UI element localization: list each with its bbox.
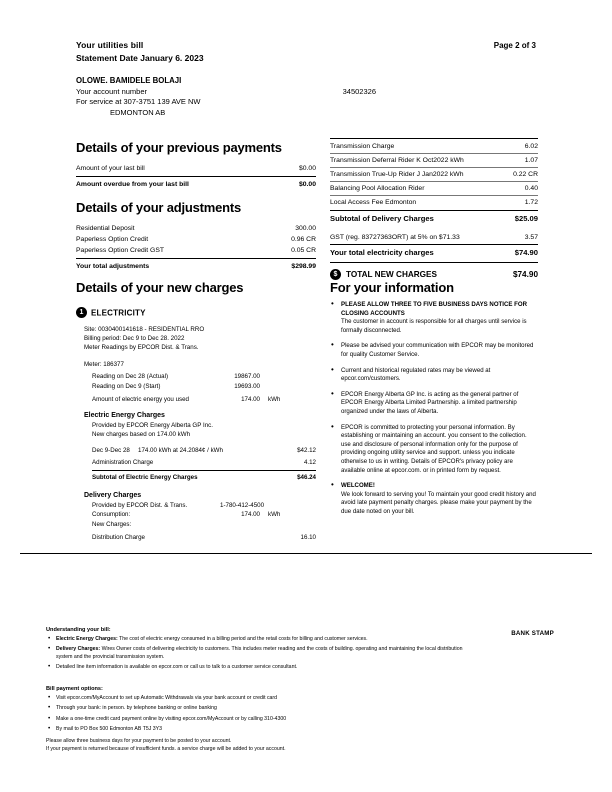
account-number-label: Your account number [76,86,148,96]
list-item [46,664,476,671]
item-body: EPCOR Energy Alberta GP Inc. is acting as the general partner of EPCOR Energy Alberta Limited Partnership. a limited partnership organized under the laws of Alberta. [341,390,519,415]
item-body: The customer in account is responsible for all charges until service is formally disconnected. [341,318,527,334]
footer-notes [46,738,476,753]
electricity-header [76,304,316,322]
divider [20,553,592,554]
row-label: Balancing Pool Allocation Rider [330,185,425,192]
list-item [46,695,476,702]
item-body: Make a one-time credit card payment online by visiting epcor.com/MyAccount or by calling 310-4300 [56,715,287,722]
row-label: Transmission True-Up Rider J Jan2022 kWh [330,171,464,178]
list-item [46,726,476,733]
list-item [330,424,538,476]
new-charges-section [76,280,316,542]
item-body: Wires Owner costs of delivering electricity to customers. This includes meter reading and the costs of building. operating and maintaining the local distribution system and the provincial transmission system. [56,646,463,660]
row-label: Amount overdue from your last bill [76,181,189,188]
list-item [46,636,476,643]
service-address: For service at 307-3751 139 AVE NW [76,97,201,106]
row-value: $42.12 [297,446,316,454]
table-row [92,533,316,543]
row-value: 19693.00 [234,382,260,390]
electricity-total-row [330,246,538,259]
table-row [76,245,316,256]
row-label: Dec 9-Dec 28 [92,446,130,454]
row-value: 0.96 CR [291,236,316,243]
information-heading: For your information [330,280,454,295]
meter-number: Meter: 186377 [84,361,124,368]
item-body: Please be advised your communication with EPCOR may be monitored for quality Customer Service. [341,342,534,358]
item-title: • WELCOME! [341,482,375,490]
table-row [330,197,538,208]
note-line: Please allow three business days for your payment to be posted to your account. [46,738,232,744]
row-value: 6.02 [524,143,538,150]
energy-provider: Provided by EPCOR Energy Alberta GP Inc. [92,421,213,429]
row-label: TOTAL NEW CHARGES [346,270,437,279]
row-value: 0.05 CR [291,247,316,254]
item-body: The cost of electric energy consumed in a billing period and the retail costs for billing and customer services. [117,636,368,642]
row-unit: kWh [268,396,281,403]
marker-icon: 1 [76,307,87,318]
row-label: Your total electricity charges [330,248,434,257]
row-value: 16.10 [300,533,316,541]
list-item [330,482,538,516]
item-body: EPCOR is committed to protecting your personal information. By establishing or maintaining an account. you consent to the collection. use and disclosure of personal information only for the purpose of providing ongoing utility service and support. unless you indicate otherwise to us in writing. Details of EPCOR's privacy policy are available online at epcor.com. or in printed form by request. [341,423,527,474]
list-item [46,705,476,712]
delivery-provider: Provided by EPCOR Dist. & Trans. [92,502,188,509]
list-item [330,342,538,359]
account-block [76,76,376,118]
row-value: $25.09 [514,214,538,223]
account-number-row [76,87,376,98]
previous-payments-heading: Details of your previous payments [76,140,282,155]
page-title [76,40,376,63]
delivery-subtotal-row [330,212,538,225]
account-number-value: 34502326 [342,86,376,96]
row-label: Amount of electric energy you used [92,396,189,403]
table-row [92,395,316,405]
statement-date: Statement Date January 6. 2023 [76,53,204,63]
understanding-heading: Understanding your bill: [46,627,111,633]
table-row [330,169,538,180]
meter-readings-by: Meter Readings by EPCOR Dist. & Trans. [84,344,199,351]
table-row [76,163,316,174]
payment-options-heading: Bill payment options: [46,686,103,692]
information-list [330,301,538,516]
item-title: Delivery Charges: [56,646,101,653]
row-label: Subtotal of Delivery Charges [330,214,434,223]
row-value: $46.24 [297,473,316,481]
row-value: 4.12 [303,459,316,466]
table-row [92,473,316,483]
table-row [92,446,316,456]
delivery-phone: 1-780-412-4500 [220,502,265,509]
item-body: Visit epcor.com/MyAccount to set up Automatic Withdrawals via your bank account or credit card [56,695,278,701]
row-label: Your total adjustments [76,263,150,270]
bill-title: Your utilities bill [76,40,144,50]
page-number: Page 2 of 3 [493,41,536,50]
row-label: Reading on Dec 9 (Start) [92,382,161,390]
row-label: Amount of your last bill [76,165,145,172]
item-title: Electric Energy Charges: [56,636,118,642]
table-row [330,183,538,194]
list-item [330,367,538,384]
list-item [330,301,538,335]
gst-row [330,232,538,243]
delivery-charges-heading: Delivery Charges [84,492,142,499]
note-line: If your payment is returned because of insufficient funds. a service charge will be added to your account. [46,745,286,752]
adjustments-heading: Details of your adjustments [76,200,242,215]
row-label: GST (reg. 83727363ORT) at 5% on $71.33 [330,234,460,241]
row-value: 174.00 [241,396,260,403]
service-city: EDMONTON AB [110,107,166,117]
row-value: 300.00 [295,225,316,232]
table-row [76,234,316,245]
row-value: 1.72 [524,199,538,206]
table-row [92,510,316,520]
item-body: Through your bank: in person. by telephone banking or online banking [56,705,217,712]
row-label: Local Access Fee Edmonton [330,199,417,206]
row-label: Paperless Option Credit GST [76,247,165,254]
row-value: 0.22 CR [513,171,538,178]
row-label: Transmission Charge [330,143,395,150]
table-row [76,223,316,234]
row-value: $0.00 [298,181,316,188]
table-row [330,141,538,152]
footer-payment-options [46,686,476,737]
item-body: Detailed line item information is available on epcor.com or call us to talk to a customer service consultant. [56,664,298,671]
table-row [92,382,316,392]
adjustments-section [76,200,316,272]
row-value: $298.99 [291,263,316,270]
row-label: Transmission Deferral Rider K Oct2022 kWh [330,157,464,164]
energy-charges-heading: Electric Energy Charges [84,411,165,419]
row-label: Reading on Dec 28 (Actual) [92,373,169,380]
row-label: Distribution Charge [92,533,145,541]
row-label: Subtotal of Electric Energy Charges [92,473,198,481]
row-unit: kWh [268,511,281,518]
bank-stamp-label: BANK STAMP [511,630,554,637]
billing-period: Billing period: Dec 9 to Dec 28. 2022 [84,335,185,342]
list-item [46,646,476,661]
row-value: 1.07 [524,157,538,164]
list-item [46,716,476,723]
energy-basis: New charges based on 174.00 kWh [92,430,191,438]
row-label: Consumption: [92,511,131,518]
footer-understanding [46,627,476,675]
table-row [76,179,316,190]
item-body: We look forward to serving you! To maintain your good credit history and avoid late payment penalty charges. please make your payment by the due date noted on your bill. [341,490,536,515]
row-value: 0.40 [524,185,538,192]
delivery-provider-row [92,501,316,510]
item-body: By mail to PO Box 500 Edmonton AB T5J 3Y3 [56,726,163,733]
information-section [330,280,538,523]
row-label: Paperless Option Credit [76,236,149,243]
table-row [92,458,316,468]
item-title: • PLEASE ALLOW THREE TO FIVE BUSINESS DAYS NOTICE FOR CLOSING ACCOUNTS [341,301,527,317]
commodity-label: ELECTRICITY [91,308,146,318]
row-detail: 174.00 kWh at 24.2084¢ / kWh [138,446,223,454]
delivery-new-charges-label: New Charges: [92,520,132,528]
row-value: 3.57 [524,234,538,241]
item-body: Current and historical regulated rates may be viewed at epcor.com/customers. [341,366,491,383]
row-value: $74.90 [512,270,538,279]
row-value: 174.00 [241,511,260,518]
table-row [330,155,538,166]
list-item [330,391,538,417]
row-value: 19867.00 [234,373,260,380]
row-value: $0.00 [298,165,316,172]
row-label: Residential Deposit [76,225,135,232]
table-row [92,372,316,382]
previous-payments-section [76,140,316,190]
table-row [76,261,316,272]
dollar-icon: $ [330,269,341,280]
delivery-charges-continued [330,138,538,283]
customer-name: OLOWE. BAMIDELE BOLAJI [76,76,182,85]
row-label: Administration Charge [92,459,154,466]
row-value: $74.90 [514,248,538,257]
new-charges-heading: Details of your new charges [76,280,244,295]
site-line: Site: 0030400141618 - RESIDENTIAL RRO [84,326,205,333]
